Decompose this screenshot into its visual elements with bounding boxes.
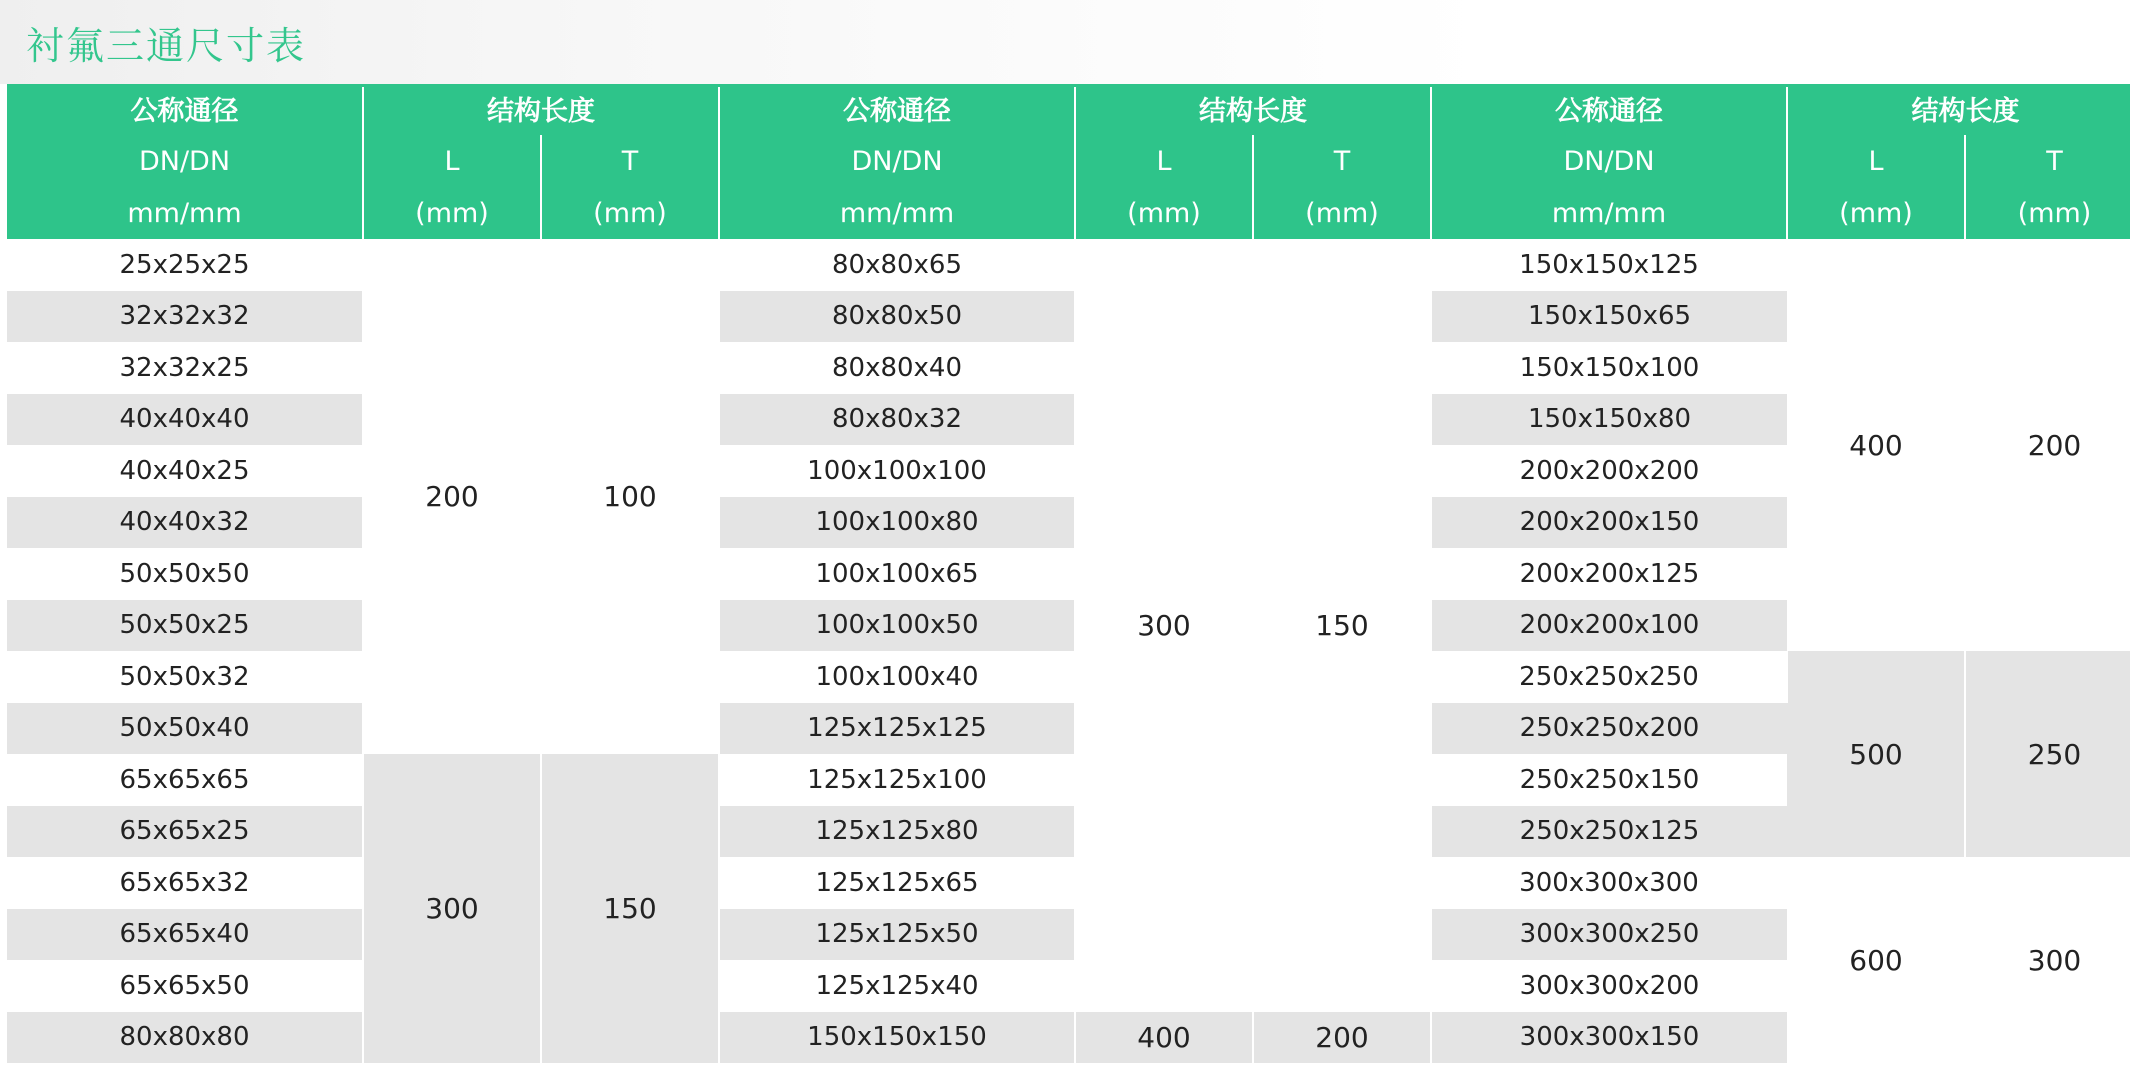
header-unit-t-2: (mm) <box>1253 187 1431 239</box>
header-l-2: L <box>1075 135 1253 187</box>
header-group-dn-3: 公称通径 <box>1431 86 1787 136</box>
cell-dn: 250x250x250 <box>1431 651 1787 703</box>
header-dn-1: DN/DN <box>7 135 363 187</box>
header-unit-t-1: (mm) <box>541 187 719 239</box>
cell-dn: 125x125x125 <box>719 703 1075 755</box>
cell-dn: 300x300x200 <box>1431 960 1787 1012</box>
table-row <box>7 857 2130 909</box>
cell-length-t: 300 <box>1965 857 2130 1063</box>
cell-length-l: 300 <box>1075 239 1253 1012</box>
cell-length-l: 400 <box>1787 239 1965 651</box>
cell-dn: 100x100x80 <box>719 497 1075 549</box>
table-row <box>7 651 2130 703</box>
header-row-units <box>7 187 2130 239</box>
cell-dn: 65x65x50 <box>7 960 363 1012</box>
cell-dn: 125x125x100 <box>719 754 1075 806</box>
cell-dn: 125x125x65 <box>719 857 1075 909</box>
cell-dn: 65x65x40 <box>7 909 363 961</box>
cell-dn: 65x65x25 <box>7 806 363 858</box>
header-dn-2: DN/DN <box>719 135 1075 187</box>
cell-dn: 300x300x250 <box>1431 909 1787 961</box>
cell-dn: 40x40x25 <box>7 445 363 497</box>
cell-length-l: 600 <box>1787 857 1965 1063</box>
cell-dn: 300x300x150 <box>1431 1012 1787 1064</box>
cell-dn: 150x150x125 <box>1431 239 1787 291</box>
dimensions-table <box>7 84 2130 1063</box>
cell-dn: 50x50x50 <box>7 548 363 600</box>
header-group-dn-1: 公称通径 <box>7 86 363 136</box>
cell-dn: 25x25x25 <box>7 239 363 291</box>
header-unit-t-3: (mm) <box>1965 187 2130 239</box>
cell-dn: 50x50x25 <box>7 600 363 652</box>
header-group-len-2: 结构长度 <box>1075 86 1431 136</box>
cell-length-t: 150 <box>1253 239 1431 1012</box>
cell-dn: 200x200x100 <box>1431 600 1787 652</box>
cell-dn: 80x80x32 <box>719 394 1075 446</box>
cell-dn: 250x250x125 <box>1431 806 1787 858</box>
header-l-1: L <box>363 135 541 187</box>
cell-dn: 40x40x32 <box>7 497 363 549</box>
cell-length-l: 400 <box>1075 1012 1253 1064</box>
header-group-dn-2: 公称通径 <box>719 86 1075 136</box>
cell-dn: 100x100x40 <box>719 651 1075 703</box>
header-l-3: L <box>1787 135 1965 187</box>
header-group-len-1: 结构长度 <box>363 86 719 136</box>
cell-dn: 80x80x40 <box>719 342 1075 394</box>
header-row-symbols <box>7 135 2130 187</box>
table-head <box>7 86 2130 240</box>
cell-length-l: 200 <box>363 239 541 754</box>
cell-dn: 80x80x50 <box>719 291 1075 343</box>
cell-length-t: 100 <box>541 239 719 754</box>
cell-dn: 200x200x125 <box>1431 548 1787 600</box>
cell-dn: 50x50x32 <box>7 651 363 703</box>
header-t-3: T <box>1965 135 2130 187</box>
cell-dn: 150x150x150 <box>719 1012 1075 1064</box>
cell-dn: 150x150x100 <box>1431 342 1787 394</box>
cell-dn: 100x100x50 <box>719 600 1075 652</box>
cell-length-t: 150 <box>541 754 719 1063</box>
header-unit-dn-1: mm/mm <box>7 187 363 239</box>
cell-dn: 125x125x40 <box>719 960 1075 1012</box>
cell-length-t: 200 <box>1965 239 2130 651</box>
header-unit-dn-2: mm/mm <box>719 187 1075 239</box>
title-bar <box>0 0 2130 84</box>
cell-length-t: 200 <box>1253 1012 1431 1064</box>
cell-dn: 200x200x150 <box>1431 497 1787 549</box>
cell-dn: 150x150x80 <box>1431 394 1787 446</box>
cell-dn: 125x125x50 <box>719 909 1075 961</box>
header-unit-l-1: (mm) <box>363 187 541 239</box>
cell-length-t: 250 <box>1965 651 2130 857</box>
header-unit-l-2: (mm) <box>1075 187 1253 239</box>
cell-dn: 100x100x100 <box>719 445 1075 497</box>
cell-dn: 250x250x150 <box>1431 754 1787 806</box>
header-t-2: T <box>1253 135 1431 187</box>
page-title: 衬氟三通尺寸表 <box>26 23 307 68</box>
cell-dn: 50x50x40 <box>7 703 363 755</box>
table-container <box>0 84 2130 1063</box>
cell-length-l: 300 <box>363 754 541 1063</box>
cell-dn: 250x250x200 <box>1431 703 1787 755</box>
header-unit-dn-3: mm/mm <box>1431 187 1787 239</box>
header-t-1: T <box>541 135 719 187</box>
header-row-group <box>7 86 2130 136</box>
cell-dn: 100x100x65 <box>719 548 1075 600</box>
table-body <box>7 239 2130 1063</box>
cell-dn: 80x80x65 <box>719 239 1075 291</box>
cell-dn: 40x40x40 <box>7 394 363 446</box>
cell-dn: 65x65x65 <box>7 754 363 806</box>
cell-dn: 32x32x25 <box>7 342 363 394</box>
cell-dn: 200x200x200 <box>1431 445 1787 497</box>
cell-dn: 32x32x32 <box>7 291 363 343</box>
cell-dn: 125x125x80 <box>719 806 1075 858</box>
table-row <box>7 239 2130 291</box>
cell-dn: 65x65x32 <box>7 857 363 909</box>
cell-dn: 80x80x80 <box>7 1012 363 1064</box>
cell-length-l: 500 <box>1787 651 1965 857</box>
cell-dn: 150x150x65 <box>1431 291 1787 343</box>
header-group-len-3: 结构长度 <box>1787 86 2130 136</box>
header-unit-l-3: (mm) <box>1787 187 1965 239</box>
header-dn-3: DN/DN <box>1431 135 1787 187</box>
cell-dn: 300x300x300 <box>1431 857 1787 909</box>
